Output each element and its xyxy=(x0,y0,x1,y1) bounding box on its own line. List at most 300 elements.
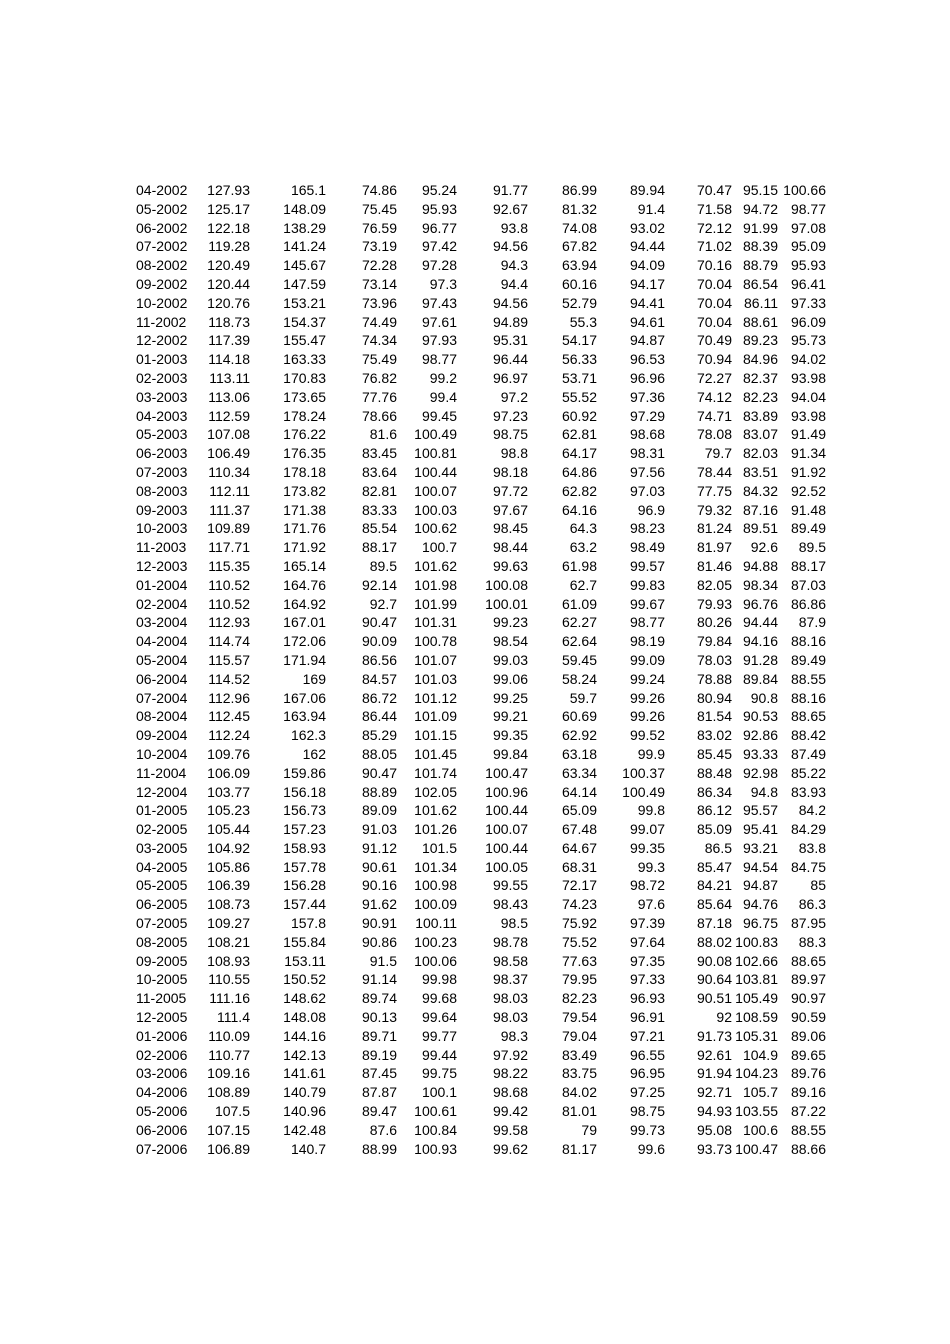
value-cell: 102.05 xyxy=(414,783,457,800)
value-cell: 99.44 xyxy=(421,1046,457,1063)
value-cell: 111.16 xyxy=(209,990,250,1007)
value-cell: 163.94 xyxy=(283,708,326,725)
table-row xyxy=(130,313,826,332)
value-cell: 97.08 xyxy=(790,219,826,236)
value-cell: 114.18 xyxy=(208,351,250,368)
table-row xyxy=(130,331,826,350)
value-cell: 97.64 xyxy=(629,933,665,950)
value-cell: 99.77 xyxy=(421,1027,457,1044)
value-cell: 99.42 xyxy=(492,1103,528,1120)
value-cell: 81.01 xyxy=(561,1103,597,1120)
table-row xyxy=(130,256,826,275)
value-cell: 153.21 xyxy=(283,294,326,311)
value-cell: 98.03 xyxy=(492,1009,528,1026)
value-cell: 89.76 xyxy=(790,1065,826,1082)
value-cell: 60.92 xyxy=(561,407,597,424)
value-cell: 125.17 xyxy=(207,200,250,217)
value-cell: 95.31 xyxy=(492,332,528,349)
value-cell: 110.55 xyxy=(208,971,250,988)
value-cell: 90.61 xyxy=(361,858,397,875)
value-cell: 91.49 xyxy=(790,426,826,443)
value-cell: 97.92 xyxy=(492,1046,528,1063)
value-cell: 55.52 xyxy=(561,388,597,405)
value-cell: 98.8 xyxy=(500,445,528,462)
row-date-cell: 04-2004 xyxy=(136,633,188,650)
row-date-cell: 01-2003 xyxy=(136,351,188,368)
value-cell: 140.96 xyxy=(283,1103,326,1120)
value-cell: 105.44 xyxy=(207,821,250,838)
value-cell: 101.74 xyxy=(414,764,457,781)
value-cell: 100.84 xyxy=(414,1121,457,1138)
value-cell: 98.54 xyxy=(492,633,528,650)
value-cell: 77.76 xyxy=(361,388,397,405)
table-row xyxy=(130,501,826,520)
value-cell: 127.93 xyxy=(207,182,250,198)
value-cell: 99.3 xyxy=(637,858,665,875)
value-cell: 171.76 xyxy=(283,520,326,537)
row-date-cell: 07-2004 xyxy=(136,689,188,706)
value-cell: 100.44 xyxy=(485,802,528,819)
row-date-cell: 03-2005 xyxy=(136,839,188,856)
value-cell: 90.09 xyxy=(361,633,397,650)
value-cell: 156.28 xyxy=(283,877,326,894)
value-cell: 62.92 xyxy=(561,727,597,744)
value-cell: 99.07 xyxy=(629,821,665,838)
row-date-cell: 06-2003 xyxy=(136,445,188,462)
value-cell: 95.24 xyxy=(421,182,457,198)
value-cell: 89.49 xyxy=(790,520,826,537)
table-row xyxy=(130,576,826,595)
value-cell: 88.89 xyxy=(361,783,397,800)
value-cell: 156.18 xyxy=(283,783,326,800)
value-cell: 60.16 xyxy=(561,275,597,292)
value-cell: 83.93 xyxy=(790,783,826,800)
value-cell: 153.11 xyxy=(284,952,326,969)
value-cell: 97.67 xyxy=(492,501,528,518)
value-cell: 98.72 xyxy=(629,877,665,894)
value-cell: 88.61 xyxy=(742,313,778,330)
value-cell: 84.02 xyxy=(561,1084,597,1101)
table-row xyxy=(130,1140,826,1159)
value-cell: 79.32 xyxy=(696,501,732,518)
table-row xyxy=(130,595,826,614)
value-cell: 78.88 xyxy=(696,670,732,687)
value-cell: 100.09 xyxy=(414,896,457,913)
value-cell: 112.96 xyxy=(208,689,250,706)
value-cell: 65.09 xyxy=(561,802,597,819)
value-cell: 90.64 xyxy=(696,971,732,988)
value-cell: 94.61 xyxy=(629,313,665,330)
value-cell: 64.67 xyxy=(561,839,597,856)
value-cell: 96.91 xyxy=(629,1009,665,1026)
table-row xyxy=(130,989,826,1008)
value-cell: 104.92 xyxy=(207,839,250,856)
value-cell: 94.44 xyxy=(629,238,665,255)
value-cell: 101.12 xyxy=(414,689,457,706)
value-cell: 100.06 xyxy=(414,952,457,969)
value-cell: 106.39 xyxy=(207,877,250,894)
value-cell: 98.23 xyxy=(629,520,665,537)
value-cell: 100.03 xyxy=(414,501,457,518)
row-date-cell: 11-2004 xyxy=(136,764,187,781)
value-cell: 92 xyxy=(716,1009,732,1026)
value-cell: 97.21 xyxy=(629,1027,665,1044)
row-date-cell: 02-2006 xyxy=(136,1046,188,1063)
value-cell: 101.15 xyxy=(414,727,457,744)
value-cell: 82.23 xyxy=(561,990,597,1007)
value-cell: 99.57 xyxy=(629,557,665,574)
row-date-cell: 06-2002 xyxy=(136,219,188,236)
value-cell: 85.47 xyxy=(696,858,732,875)
value-cell: 90.51 xyxy=(696,990,732,1007)
value-cell: 97.43 xyxy=(421,294,457,311)
value-cell: 102.66 xyxy=(735,952,778,969)
table-row xyxy=(130,914,826,933)
value-cell: 99.83 xyxy=(629,576,665,593)
value-cell: 79.95 xyxy=(561,971,597,988)
value-cell: 95.41 xyxy=(742,821,778,838)
value-cell: 98.77 xyxy=(421,351,457,368)
row-date-cell: 10-2005 xyxy=(136,971,188,988)
value-cell: 141.24 xyxy=(283,238,326,255)
table-row xyxy=(130,670,826,689)
value-cell: 98.58 xyxy=(492,952,528,969)
value-cell: 90.53 xyxy=(742,708,778,725)
value-cell: 138.29 xyxy=(283,219,326,236)
table-row xyxy=(130,613,826,632)
table-row xyxy=(130,933,826,952)
value-cell: 96.55 xyxy=(629,1046,665,1063)
value-cell: 98.77 xyxy=(629,614,665,631)
value-cell: 96.96 xyxy=(629,369,665,386)
value-cell: 97.29 xyxy=(629,407,665,424)
row-date-cell: 01-2004 xyxy=(136,576,188,593)
value-cell: 97.23 xyxy=(492,407,528,424)
value-cell: 145.67 xyxy=(283,257,326,274)
value-cell: 70.47 xyxy=(696,182,732,198)
value-cell: 77.75 xyxy=(696,482,732,499)
value-cell: 176.35 xyxy=(283,445,326,462)
value-cell: 99.35 xyxy=(492,727,528,744)
value-cell: 70.16 xyxy=(696,257,732,274)
row-date-cell: 11-2005 xyxy=(136,990,187,1007)
value-cell: 107.15 xyxy=(207,1121,250,1138)
value-cell: 148.08 xyxy=(283,1009,326,1026)
value-cell: 100.78 xyxy=(414,633,457,650)
value-cell: 140.7 xyxy=(290,1140,326,1157)
value-cell: 105.7 xyxy=(742,1084,778,1101)
value-cell: 105.23 xyxy=(207,802,250,819)
value-cell: 97.42 xyxy=(421,238,457,255)
value-cell: 99.9 xyxy=(637,745,665,762)
value-cell: 82.23 xyxy=(742,388,778,405)
value-cell: 99.25 xyxy=(492,689,528,706)
table-row xyxy=(130,1121,826,1140)
value-cell: 86.86 xyxy=(790,595,826,612)
value-cell: 85.22 xyxy=(790,764,826,781)
table-row xyxy=(130,181,826,200)
value-cell: 100.81 xyxy=(414,445,457,462)
value-cell: 86.3 xyxy=(798,896,826,913)
value-cell: 99.84 xyxy=(492,745,528,762)
value-cell: 84.57 xyxy=(361,670,397,687)
value-cell: 84.21 xyxy=(696,877,732,894)
value-cell: 108.93 xyxy=(207,952,250,969)
value-cell: 86.5 xyxy=(704,839,732,856)
value-cell: 83.8 xyxy=(798,839,826,856)
value-cell: 62.64 xyxy=(561,633,597,650)
value-cell: 100.98 xyxy=(414,877,457,894)
value-cell: 108.89 xyxy=(207,1084,250,1101)
value-cell: 70.94 xyxy=(696,351,732,368)
value-cell: 98.78 xyxy=(492,933,528,950)
value-cell: 71.58 xyxy=(696,200,732,217)
value-cell: 162 xyxy=(302,745,326,762)
value-cell: 83.45 xyxy=(361,445,397,462)
value-cell: 87.95 xyxy=(790,915,826,932)
value-cell: 100.44 xyxy=(414,463,457,480)
value-cell: 113.11 xyxy=(209,369,250,386)
table-row xyxy=(130,200,826,219)
row-date-cell: 03-2006 xyxy=(136,1065,188,1082)
value-cell: 96.76 xyxy=(742,595,778,612)
value-cell: 94.04 xyxy=(790,388,826,405)
value-cell: 101.31 xyxy=(414,614,457,631)
value-cell: 118.73 xyxy=(208,313,250,330)
value-cell: 159.86 xyxy=(283,764,326,781)
value-cell: 86.99 xyxy=(561,182,597,198)
value-cell: 88.39 xyxy=(742,238,778,255)
value-cell: 165.14 xyxy=(283,557,326,574)
value-cell: 148.62 xyxy=(283,990,326,1007)
value-cell: 91.62 xyxy=(361,896,397,913)
value-cell: 94.89 xyxy=(492,313,528,330)
value-cell: 96.53 xyxy=(629,351,665,368)
table-row xyxy=(130,820,826,839)
value-cell: 110.09 xyxy=(208,1027,250,1044)
row-date-cell: 02-2004 xyxy=(136,595,188,612)
value-cell: 87.18 xyxy=(696,915,732,932)
value-cell: 94.44 xyxy=(742,614,778,631)
table-row xyxy=(130,463,826,482)
value-cell: 114.74 xyxy=(208,633,250,650)
value-cell: 100.08 xyxy=(485,576,528,593)
value-cell: 95.93 xyxy=(790,257,826,274)
value-cell: 98.68 xyxy=(492,1084,528,1101)
value-cell: 101.34 xyxy=(414,858,457,875)
value-cell: 91.28 xyxy=(742,651,778,668)
row-date-cell: 05-2004 xyxy=(136,651,188,668)
value-cell: 99.62 xyxy=(492,1140,528,1157)
value-cell: 92.7 xyxy=(369,595,397,612)
value-cell: 79 xyxy=(581,1121,597,1138)
value-cell: 74.23 xyxy=(561,896,597,913)
value-cell: 88.02 xyxy=(696,933,732,950)
value-cell: 99.09 xyxy=(629,651,665,668)
value-cell: 83.49 xyxy=(561,1046,597,1063)
value-cell: 92.67 xyxy=(492,200,528,217)
value-cell: 122.18 xyxy=(207,219,250,236)
row-date-cell: 03-2004 xyxy=(136,614,188,631)
value-cell: 83.02 xyxy=(696,727,732,744)
value-cell: 98.75 xyxy=(629,1103,665,1120)
value-cell: 98.68 xyxy=(629,426,665,443)
value-cell: 172.06 xyxy=(283,633,326,650)
value-cell: 94.76 xyxy=(742,896,778,913)
value-cell: 88.3 xyxy=(798,933,826,950)
value-cell: 98.3 xyxy=(500,1027,528,1044)
value-cell: 111.37 xyxy=(209,501,250,518)
value-cell: 61.98 xyxy=(561,557,597,574)
value-cell: 86.54 xyxy=(742,275,778,292)
value-cell: 98.49 xyxy=(629,539,665,556)
value-cell: 85.45 xyxy=(696,745,732,762)
value-cell: 108.59 xyxy=(735,1009,778,1026)
value-cell: 162.3 xyxy=(290,727,326,744)
value-cell: 178.18 xyxy=(283,463,326,480)
value-cell: 120.49 xyxy=(207,257,250,274)
value-cell: 112.24 xyxy=(208,727,250,744)
value-cell: 88.79 xyxy=(742,257,778,274)
value-cell: 112.45 xyxy=(208,708,250,725)
value-cell: 109.16 xyxy=(207,1065,250,1082)
row-date-cell: 01-2005 xyxy=(136,802,188,819)
value-cell: 163.33 xyxy=(283,351,326,368)
value-cell: 97.61 xyxy=(421,313,457,330)
value-cell: 92.71 xyxy=(696,1084,732,1101)
value-cell: 100.47 xyxy=(735,1140,778,1157)
value-cell: 110.77 xyxy=(208,1046,250,1063)
value-cell: 85.54 xyxy=(361,520,397,537)
value-cell: 97.93 xyxy=(421,332,457,349)
value-cell: 94.17 xyxy=(629,275,665,292)
value-cell: 72.27 xyxy=(696,369,732,386)
value-cell: 96.75 xyxy=(742,915,778,932)
value-cell: 100.49 xyxy=(622,783,665,800)
value-cell: 99.24 xyxy=(629,670,665,687)
value-cell: 74.12 xyxy=(696,388,732,405)
table-row xyxy=(130,839,826,858)
value-cell: 178.24 xyxy=(283,407,326,424)
value-cell: 101.5 xyxy=(421,839,457,856)
value-cell: 72.28 xyxy=(361,257,397,274)
value-cell: 164.76 xyxy=(283,576,326,593)
value-cell: 106.49 xyxy=(207,445,250,462)
value-cell: 158.93 xyxy=(283,839,326,856)
value-cell: 91.77 xyxy=(492,182,528,198)
value-cell: 90.47 xyxy=(361,764,397,781)
value-cell: 92.14 xyxy=(361,576,397,593)
value-cell: 97.56 xyxy=(629,463,665,480)
value-cell: 75.45 xyxy=(361,200,397,217)
value-cell: 55.3 xyxy=(569,313,597,330)
value-cell: 103.81 xyxy=(735,971,778,988)
value-cell: 99.06 xyxy=(492,670,528,687)
value-cell: 83.64 xyxy=(361,463,397,480)
table-row xyxy=(130,275,826,294)
value-cell: 62.7 xyxy=(569,576,597,593)
value-cell: 61.09 xyxy=(561,595,597,612)
value-cell: 90.13 xyxy=(361,1009,397,1026)
value-cell: 86.34 xyxy=(696,783,732,800)
value-cell: 103.77 xyxy=(207,783,250,800)
row-date-cell: 05-2006 xyxy=(136,1103,188,1120)
value-cell: 92.86 xyxy=(742,727,778,744)
value-cell: 100.6 xyxy=(742,1121,778,1138)
value-cell: 97.39 xyxy=(629,915,665,932)
value-cell: 98.18 xyxy=(492,463,528,480)
value-cell: 98.19 xyxy=(629,633,665,650)
table-row xyxy=(130,952,826,971)
row-date-cell: 07-2006 xyxy=(136,1140,188,1157)
value-cell: 90.97 xyxy=(790,990,826,1007)
value-cell: 100.37 xyxy=(622,764,665,781)
value-cell: 98.43 xyxy=(492,896,528,913)
value-cell: 86.12 xyxy=(696,802,732,819)
value-cell: 157.23 xyxy=(283,821,326,838)
value-cell: 100.93 xyxy=(414,1140,457,1157)
value-cell: 87.03 xyxy=(790,576,826,593)
table-row xyxy=(130,519,826,538)
value-cell: 94.87 xyxy=(629,332,665,349)
value-cell: 173.65 xyxy=(283,388,326,405)
value-cell: 85.64 xyxy=(696,896,732,913)
value-cell: 157.44 xyxy=(283,896,326,913)
value-cell: 101.09 xyxy=(414,708,457,725)
value-cell: 92.6 xyxy=(750,539,778,556)
value-cell: 89.06 xyxy=(790,1027,826,1044)
value-cell: 97.33 xyxy=(629,971,665,988)
row-date-cell: 05-2002 xyxy=(136,200,188,217)
value-cell: 70.04 xyxy=(696,275,732,292)
table-row xyxy=(130,970,826,989)
value-cell: 94.3 xyxy=(500,257,528,274)
value-cell: 89.19 xyxy=(361,1046,397,1063)
table-row xyxy=(130,745,826,764)
value-cell: 89.23 xyxy=(742,332,778,349)
value-cell: 52.79 xyxy=(561,294,597,311)
value-cell: 89.09 xyxy=(361,802,397,819)
value-cell: 97.2 xyxy=(500,388,528,405)
value-cell: 100.07 xyxy=(485,821,528,838)
value-cell: 73.96 xyxy=(361,294,397,311)
value-cell: 91.4 xyxy=(637,200,665,217)
value-cell: 78.03 xyxy=(696,651,732,668)
row-date-cell: 06-2005 xyxy=(136,896,188,913)
value-cell: 99.68 xyxy=(421,990,457,1007)
value-cell: 96.93 xyxy=(629,990,665,1007)
row-date-cell: 04-2002 xyxy=(136,182,188,198)
value-cell: 99.26 xyxy=(629,689,665,706)
value-cell: 91.34 xyxy=(790,445,826,462)
value-cell: 120.76 xyxy=(207,294,250,311)
table-row xyxy=(130,651,826,670)
value-cell: 101.03 xyxy=(414,670,457,687)
value-cell: 115.35 xyxy=(208,557,250,574)
value-cell: 113.06 xyxy=(208,388,250,405)
value-cell: 95.15 xyxy=(742,182,778,198)
value-cell: 100.7 xyxy=(421,539,457,556)
value-cell: 89.94 xyxy=(629,182,665,198)
value-cell: 86.56 xyxy=(361,651,397,668)
table-row xyxy=(130,444,826,463)
value-cell: 99.2 xyxy=(429,369,457,386)
value-cell: 108.21 xyxy=(207,933,250,950)
value-cell: 94.8 xyxy=(750,783,778,800)
value-cell: 96.09 xyxy=(790,313,826,330)
value-cell: 98.31 xyxy=(629,445,665,462)
value-cell: 89.84 xyxy=(742,670,778,687)
